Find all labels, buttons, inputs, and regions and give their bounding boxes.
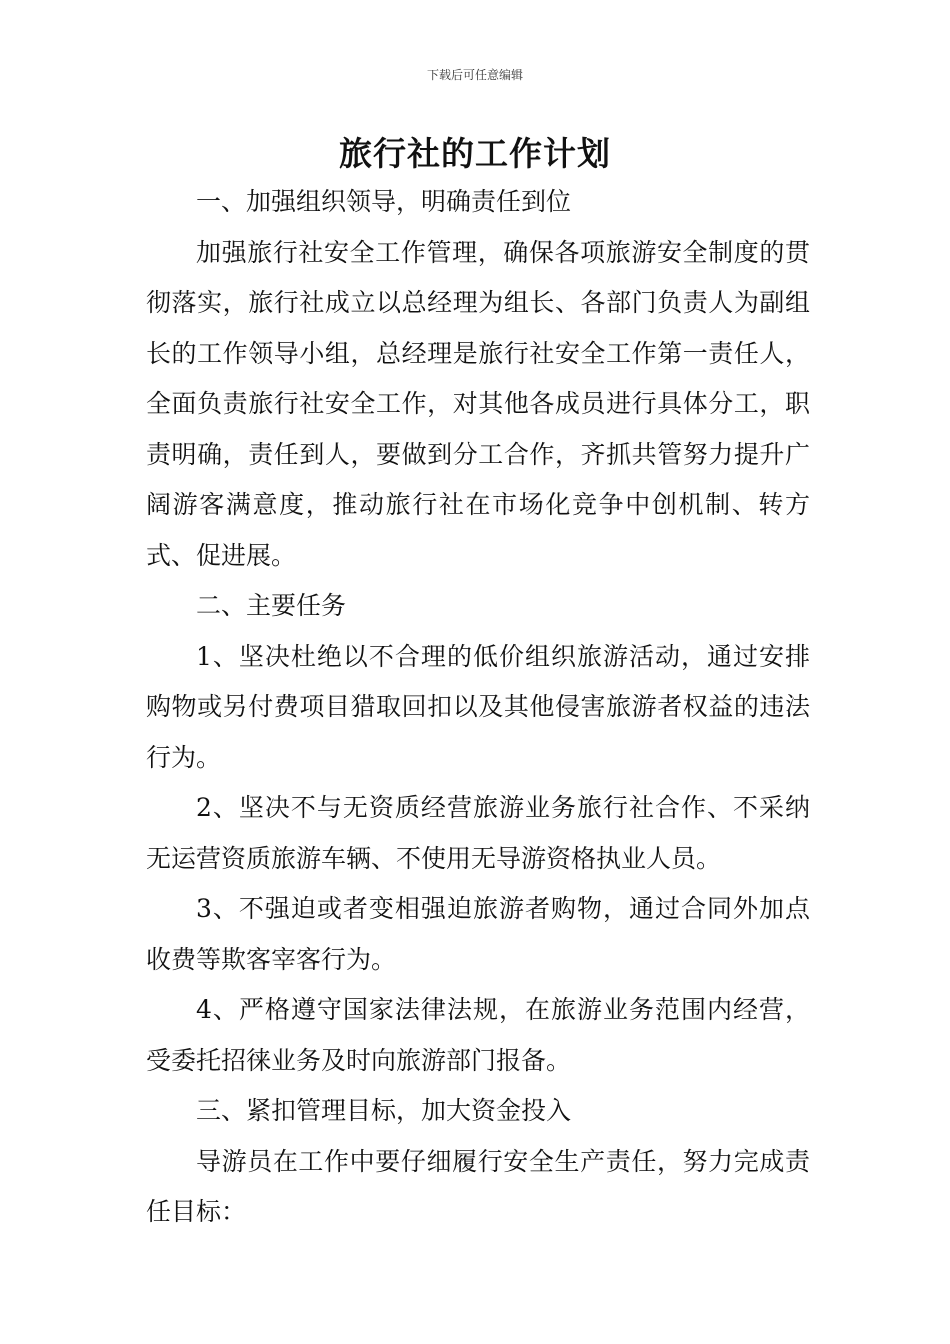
task-item-4: 4、严格遵守国家法律法规，在旅游业务范围内经营，受委托招徕业务及时向旅游部门报备。 bbox=[146, 995, 810, 1075]
section-heading-3: 三、紧扣管理目标，加大资金投入 bbox=[196, 1096, 572, 1125]
section-heading-1: 一、加强组织领导，明确责任到位 bbox=[196, 187, 572, 216]
paragraph-guide-responsibility: 导游员在工作中要仔细履行安全生产责任，努力完成责任目标： bbox=[146, 1146, 810, 1226]
page-title: 旅行社的工作计划 bbox=[339, 134, 611, 173]
task-item-2: 2、坚决不与无资质经营旅游业务旅行社合作、不采纳无运营资质旅游车辆、不使用无导游资格执业人员。 bbox=[146, 793, 810, 873]
paragraph-leadership: 加强旅行社安全工作管理，确保各项旅游安全制度的贯彻落实，旅行社成立以总经理为组长、各部门负责人为副组长的工作领导小组，总经理是旅行社安全工作第一责任人，全面负责旅行社安全工作，对其他各成员进行具体分工，职责明确，责任到人，要做到分工合作，齐抓共管努力提升广阔游客满意度，推动旅行社在市场化竞争中创机制、转方式、促进展。 bbox=[146, 237, 810, 570]
task-item-1: 1、坚决杜绝以不合理的低价组织旅游活动，通过安排购物或另付费项目猎取回扣以及其他侵害旅游者权益的违法行为。 bbox=[146, 641, 810, 772]
document-body bbox=[146, 177, 810, 1238]
task-item-3: 3、不强迫或者变相强迫旅游者购物，通过合同外加点收费等欺客宰客行为。 bbox=[146, 894, 810, 974]
page-header-note: 下载后可任意编辑 bbox=[426, 68, 523, 82]
section-heading-2: 二、主要任务 bbox=[196, 591, 347, 620]
